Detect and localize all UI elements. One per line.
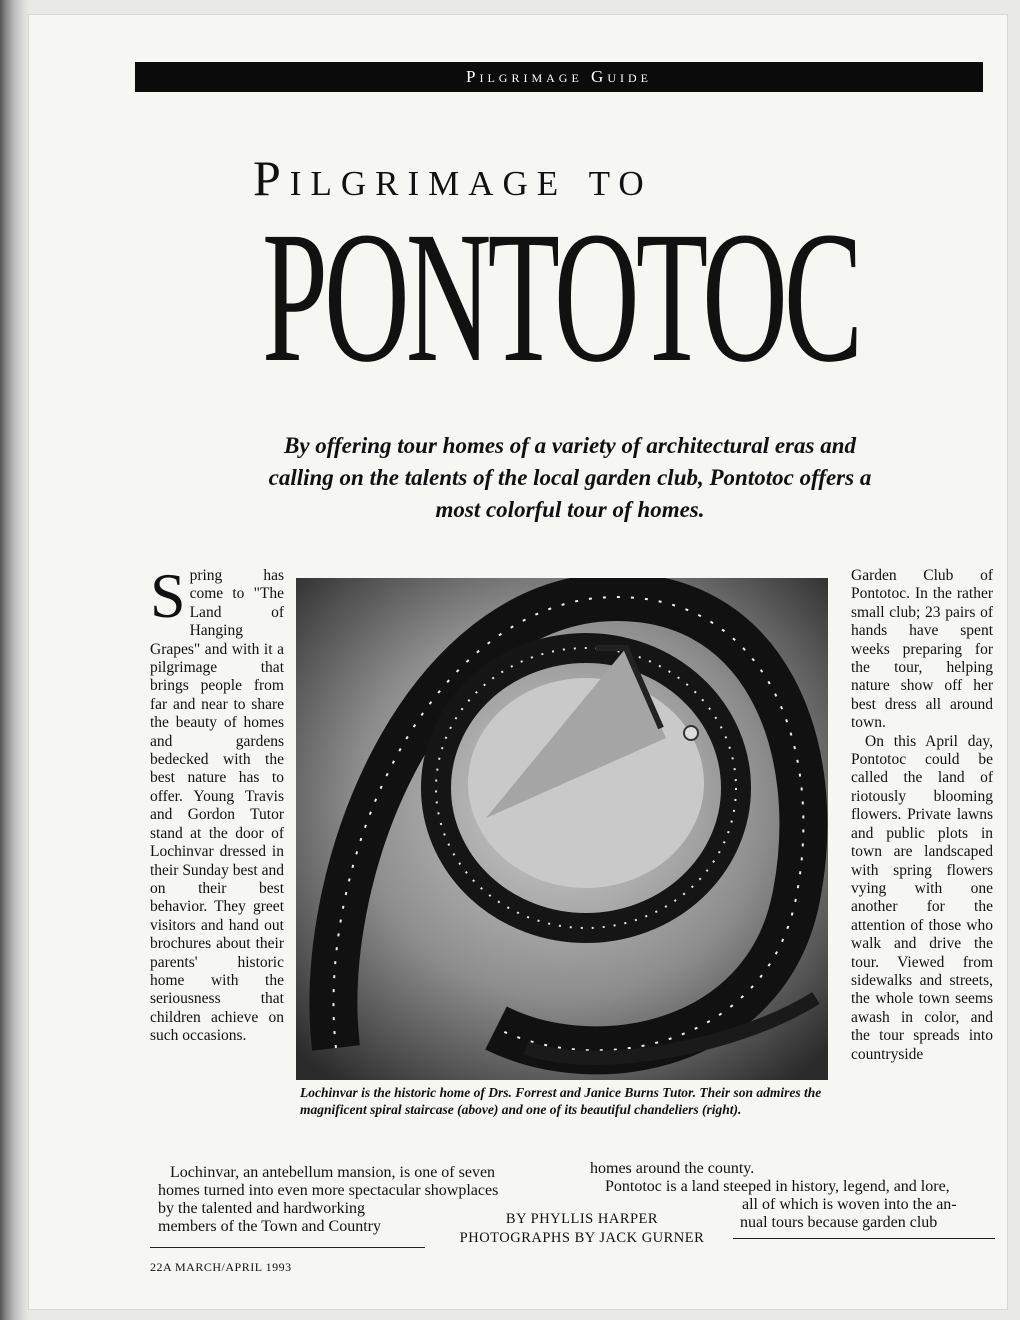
body-line: homes around the county. xyxy=(590,1160,755,1177)
body-line: Lochinvar, an antebellum mansion, is one of seven xyxy=(170,1164,496,1181)
body-column-left xyxy=(150,560,284,1046)
body-line: all of which is woven into the an- xyxy=(742,1196,957,1213)
section-label: Pilgrimage Guide xyxy=(466,67,652,86)
body-paragraph: Garden Club of Pontotoc. In the rather small club; 23 pairs of hands have spent weeks preparing for the tour, helping nature show off her best dress all around town. xyxy=(851,567,993,732)
byline xyxy=(440,1210,724,1248)
body-line: Pontotoc is a land steeped in history, legend, and lore, xyxy=(605,1178,950,1195)
headline-kicker: Pilgrimage to xyxy=(253,150,653,206)
body-line: by the talented and hardworking xyxy=(158,1200,366,1217)
body-line: nual tours because garden club xyxy=(740,1214,938,1231)
body-column-right xyxy=(851,567,993,1064)
magazine-spine-shadow xyxy=(0,0,30,1320)
article-deck: By offering tour homes of a variety of architectural eras and calling on the talents of the local garden club, Pontotoc offers a most colorful tour of homes. xyxy=(268,433,872,522)
drop-cap: S xyxy=(150,560,186,631)
author-credit: BY PHYLLIS HARPER xyxy=(505,1211,659,1227)
footer-rule-right xyxy=(733,1238,995,1239)
staircase-illustration xyxy=(296,578,828,1080)
headline-title: PONTOTOC xyxy=(262,192,860,401)
body-line: members of the Town and Country xyxy=(158,1218,381,1235)
photo-credit: PHOTOGRAPHS BY JACK GURNER xyxy=(459,1230,705,1246)
page-folio: 22A MARCH/APRIL 1993 xyxy=(150,1260,292,1274)
photo-caption: Lochinvar is the historic home of Drs. Forrest and Janice Burns Tutor. Their son admires the magnificent spiral staircase (above) and one of its beautiful chandeliers (right). xyxy=(300,1085,822,1117)
body-text-left: pring has come to "The Land of Hanging Grapes" and with it a pilgrimage that brings people from far and near to share the beauty of homes and gardens bedecked with the best nature has to offer. Young Travis and Gordon Tutor stand at the door of Lochinvar dressed in their Sunday best and on their best behavior. They greet visitors and hand out brochures about their parents' historic home with the seriousness that children achieve on such occasions. xyxy=(150,567,284,1045)
footer-rule-left xyxy=(150,1247,425,1248)
spiral-staircase-photo xyxy=(296,578,828,1080)
body-paragraph: On this April day, Pontotoc could be called the land of riotously blooming flowers. Private lawns and public plots in town are landscaped with spring flowers vying with one another for the attention of those who walk and drive the tour. Viewed from sidewalks and streets, the whole town seems awash in color, and the tour spreads into countryside xyxy=(851,732,993,1063)
section-header-bar xyxy=(135,62,983,92)
body-line: homes turned into even more spectacular showplaces xyxy=(158,1182,499,1199)
